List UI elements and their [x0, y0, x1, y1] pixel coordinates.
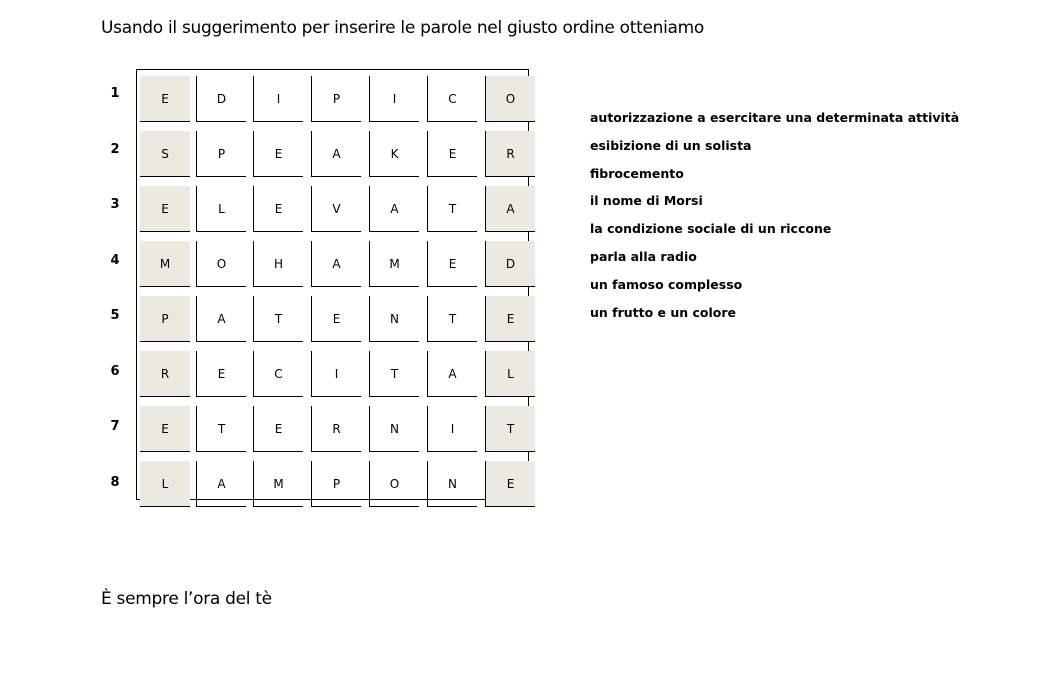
grid-row [137, 72, 528, 127]
row-number: 3 [110, 197, 120, 212]
row-numbers [100, 70, 130, 514]
grid-row [137, 127, 528, 182]
grid-cell: E [140, 406, 190, 452]
row-number: 8 [110, 474, 120, 490]
grid-cell: T [196, 406, 246, 452]
grid-cell: I [253, 76, 303, 122]
grid-cell: P [311, 76, 361, 122]
grid-cell: I [427, 406, 477, 452]
clue-list [590, 110, 959, 332]
grid-cell: L [140, 461, 190, 507]
grid-cell: A [311, 131, 361, 177]
grid-cell: O [485, 76, 535, 122]
grid-cell: M [369, 241, 419, 287]
grid-row [137, 402, 528, 457]
clue-item: un frutto e un colore [590, 304, 737, 320]
grid-cell: T [485, 406, 535, 452]
grid-cell: E [427, 241, 477, 287]
grid-cell: E [140, 186, 190, 232]
clue-item: la condizione sociale di un riccone [590, 221, 832, 237]
clue-item: esibizione di un solista [590, 137, 752, 153]
grid-row [137, 457, 528, 512]
grid-cell: A [196, 296, 246, 342]
row-number: 7 [110, 419, 120, 434]
grid-cell: M [140, 241, 190, 287]
grid-cell: E [427, 131, 477, 177]
grid-cell: H [253, 241, 303, 287]
grid-row [137, 237, 528, 292]
clue-item: un famoso complesso [590, 276, 743, 292]
grid-cell: P [311, 461, 361, 507]
grid-cell: A [427, 351, 477, 397]
grid-cell: E [140, 76, 190, 122]
grid-cell: D [485, 241, 535, 287]
grid-cell: T [427, 296, 477, 342]
grid-cell: E [253, 131, 303, 177]
grid-cell: S [140, 131, 190, 177]
grid-cell: E [485, 296, 535, 342]
grid-cell: E [311, 296, 361, 342]
grid-cell: I [311, 351, 361, 397]
grid-cell: P [196, 131, 246, 177]
grid-cell: T [253, 296, 303, 342]
row-number: 2 [110, 141, 120, 157]
grid-cell: T [427, 186, 477, 232]
row-number: 6 [110, 363, 120, 379]
clue-item: autorizzazione a esercitare una determinata attività [590, 110, 960, 125]
grid-cell: L [485, 351, 535, 397]
grid-row [137, 292, 528, 347]
grid-cell: N [427, 461, 477, 507]
clue-item: parla alla radio [590, 248, 697, 264]
row-number: 4 [110, 252, 120, 268]
grid-cell: L [196, 186, 246, 232]
grid-cell: A [369, 186, 419, 232]
grid-cell: E [253, 186, 303, 232]
grid-cell: E [485, 461, 535, 507]
grid-cell: O [196, 241, 246, 287]
grid-row [137, 182, 528, 237]
grid-row [137, 347, 528, 402]
grid-cell: I [369, 76, 419, 122]
clue-item: fibrocemento [590, 165, 684, 181]
puzzle-grid [136, 69, 529, 500]
grid-cell: A [311, 241, 361, 287]
grid-cell: E [253, 406, 303, 452]
grid-cell: T [369, 351, 419, 397]
grid-cell: E [196, 351, 246, 397]
clue-item: il nome di Morsi [590, 193, 703, 209]
grid-cell: A [196, 461, 246, 507]
row-number: 5 [110, 308, 120, 323]
grid-cell: N [369, 406, 419, 452]
grid-cell: D [196, 76, 246, 122]
page-footer: È sempre l’ora del tè [101, 589, 272, 609]
grid-cell: N [369, 296, 419, 342]
grid-cell: O [369, 461, 419, 507]
grid-cell: P [140, 296, 190, 342]
grid-cell: R [140, 351, 190, 397]
grid-cell: A [485, 186, 535, 232]
grid-cell: R [311, 406, 361, 452]
grid-cell: K [369, 131, 419, 177]
grid-cell: C [253, 351, 303, 397]
grid-cell: C [427, 76, 477, 122]
grid-cell: M [253, 461, 303, 507]
grid-cell: V [311, 186, 361, 232]
row-number: 1 [110, 86, 120, 101]
grid-cell: R [485, 131, 535, 177]
page-heading: Usando il suggerimento per inserire le parole nel giusto ordine otteniamo [101, 18, 705, 38]
